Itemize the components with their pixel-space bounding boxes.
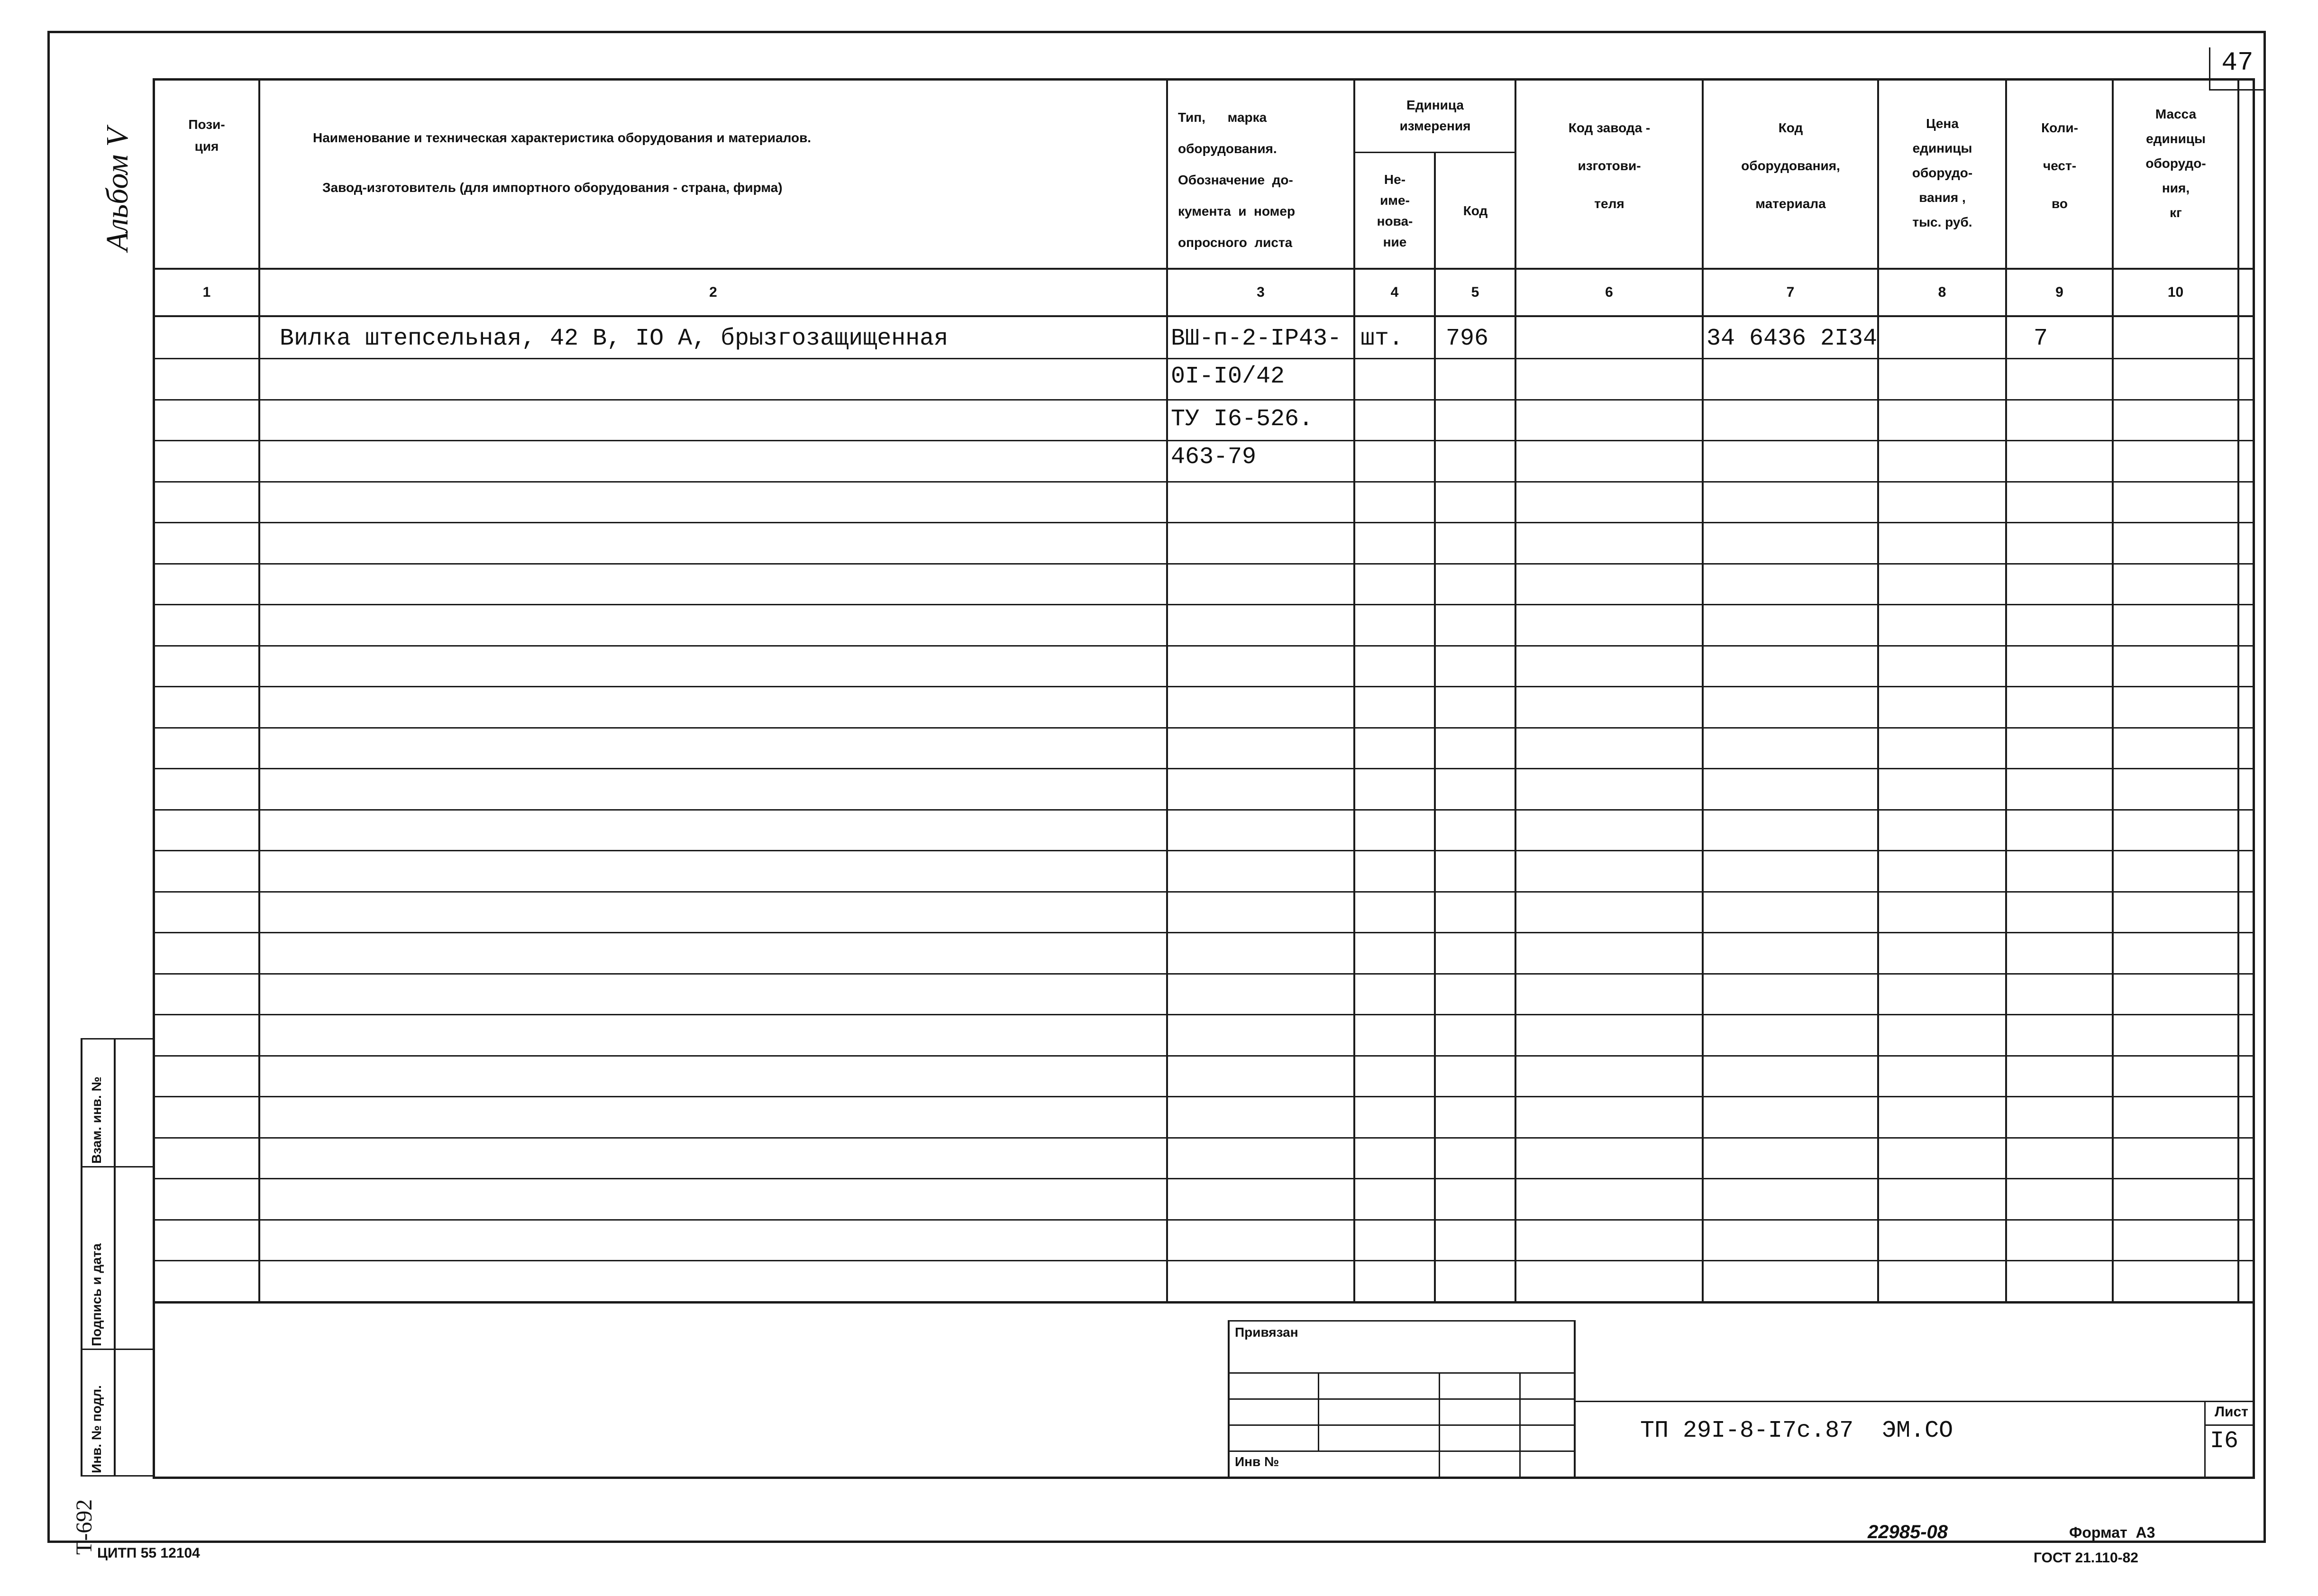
side-stamp-vzam: Взам. инв. № xyxy=(89,1076,104,1164)
col-sep-5 xyxy=(1515,78,1516,1301)
colnum-3: 3 xyxy=(1257,284,1265,300)
album-label: Альбом V xyxy=(100,128,135,251)
table-row-line xyxy=(155,891,2253,893)
stamp-row-3 xyxy=(1228,1424,1576,1426)
header-factory-code: Код завода - изготови- теля xyxy=(1568,120,1651,211)
outer-frame-left xyxy=(47,31,50,1543)
col-sep-6 xyxy=(1702,78,1704,1301)
table-row-line xyxy=(155,1055,2253,1057)
table-row-line xyxy=(155,1096,2253,1097)
col-sep-8 xyxy=(2005,78,2007,1301)
stamp-privyazan: Привязан xyxy=(1235,1325,1298,1340)
table-row-line xyxy=(155,932,2253,933)
side-stamp-inv: Инв. № подл. xyxy=(89,1385,104,1473)
col-sep-4 xyxy=(1434,152,1436,1301)
table-row-line xyxy=(155,1178,2253,1179)
colnum-6: 6 xyxy=(1605,284,1613,300)
sheet-number: I6 xyxy=(2210,1428,2239,1455)
row-2-type: 0I-I0/42 xyxy=(1171,363,1285,390)
table-bottom-inner xyxy=(153,1301,2253,1304)
table-row-line xyxy=(155,604,2253,605)
table-row-line xyxy=(155,645,2253,647)
colnum-2: 2 xyxy=(709,284,717,300)
col-sep-9 xyxy=(2112,78,2114,1301)
row-1-unit-code: 796 xyxy=(1446,325,1489,352)
table-row-line xyxy=(155,1137,2253,1139)
table-row-line xyxy=(155,727,2253,729)
header-unit-code: Код xyxy=(1463,203,1488,218)
colnum-7: 7 xyxy=(1786,284,1795,300)
left-code: Т-692 xyxy=(72,1499,97,1555)
stamp-top xyxy=(1228,1320,1576,1322)
table-row-line xyxy=(155,850,2253,851)
col-sep-3 xyxy=(1353,78,1355,1301)
outer-frame-top xyxy=(47,31,2266,33)
header-unit: Единица измерения xyxy=(1399,98,1471,133)
colnum-8: 8 xyxy=(1938,284,1946,300)
header-position: Пози- ция xyxy=(188,117,225,154)
sheet-box-left xyxy=(2204,1401,2206,1477)
col-sep-1 xyxy=(258,78,260,1301)
row-4-type: 463-79 xyxy=(1171,444,1257,471)
side-stamp-left xyxy=(81,1038,82,1477)
header-name-line2: Завод-изготовитель (для импортного оборудования - страна, фирма) xyxy=(322,180,783,195)
col-sep-10 xyxy=(2237,78,2239,1301)
table-row-line xyxy=(155,481,2253,483)
table-row-line xyxy=(155,973,2253,975)
col-sep-2 xyxy=(1166,78,1168,1301)
stamp-col-1 xyxy=(1318,1372,1319,1450)
designation-top xyxy=(1576,1401,2254,1402)
page-number: 47 xyxy=(2221,47,2254,78)
table-row-line xyxy=(155,686,2253,687)
outer-frame-right xyxy=(2263,31,2266,1543)
row-1-name: Вилка штепсельная, 42 В, IO А, брызгозащищенная xyxy=(280,325,949,352)
stamp-row-1 xyxy=(1228,1372,1576,1374)
row-1-type: ВШ-п-2-IP43- xyxy=(1171,325,1342,352)
colnum-9: 9 xyxy=(2055,284,2063,300)
header-price: Цена единицы оборудо- вания , тыс. руб. xyxy=(1912,116,1973,229)
designation: ТП 29I-8-I7с.87 ЭМ.СО xyxy=(1640,1417,1953,1444)
table-row-line xyxy=(155,522,2253,523)
side-stamp-bottom xyxy=(81,1475,153,1477)
page-number-box-left xyxy=(2209,47,2210,90)
bottom-left-code: ЦИТП 55 12104 xyxy=(97,1545,200,1561)
row-3-type: ТУ I6-526. xyxy=(1171,406,1314,433)
row-1-unit: шт. xyxy=(1360,325,1404,352)
side-stamp-podpis: Подпись и дата xyxy=(89,1243,104,1346)
gost-label: ГОСТ 21.110-82 xyxy=(2034,1550,2138,1566)
table-row-line xyxy=(155,1260,2253,1261)
header-equipment-code: Код оборудования, материала xyxy=(1741,120,1840,211)
stamp-col-2 xyxy=(1439,1372,1440,1477)
row-1-equipment-code: 34 6436 2I34 xyxy=(1707,325,1878,352)
header-mass: Масса единицы оборудо- ния, кг xyxy=(2145,107,2206,220)
row-1-quantity: 7 xyxy=(2034,325,2048,352)
colnum-4: 4 xyxy=(1390,284,1399,300)
colnum-5: 5 xyxy=(1471,284,1479,300)
table-row-line xyxy=(155,809,2253,811)
colnum-1: 1 xyxy=(202,284,211,300)
colnum-bottom-line xyxy=(153,315,2253,317)
format-label: Формат А3 xyxy=(2069,1524,2155,1541)
side-stamp-div-2 xyxy=(81,1349,153,1350)
table-right xyxy=(2253,78,2255,1479)
stamp-row-2 xyxy=(1228,1398,1576,1400)
side-stamp-top xyxy=(81,1038,153,1040)
stamp-inv-no: Инв № xyxy=(1235,1454,1279,1469)
table-bottom xyxy=(153,1477,2254,1479)
header-quantity: Коли- чест- во xyxy=(2041,120,2078,211)
sheet-box-div xyxy=(2204,1424,2254,1426)
table-row-line xyxy=(155,768,2253,769)
header-unit-name: Не- име- нова- ние xyxy=(1377,172,1413,249)
header-type: Тип, марка оборудования. Обозначение до- кумента и номер опросного листа xyxy=(1178,110,1296,250)
colnum-10: 10 xyxy=(2167,284,2184,300)
table-row-line xyxy=(155,1219,2253,1221)
col-sep-7 xyxy=(1877,78,1879,1301)
side-stamp-mid xyxy=(114,1038,116,1477)
table-row-line xyxy=(155,563,2253,565)
stamp-row-4 xyxy=(1228,1450,1576,1452)
table-top xyxy=(153,78,2254,81)
page-number-box-bottom xyxy=(2209,89,2263,91)
unit-header-divider xyxy=(1354,152,1515,153)
side-stamp-div-1 xyxy=(81,1166,153,1167)
sheet-label: Лист xyxy=(2215,1404,2248,1420)
document-number: 22985-08 xyxy=(1868,1522,1948,1542)
header-name-line1: Наименование и техническая характеристика оборудования и материалов. xyxy=(313,130,812,145)
stamp-col-3 xyxy=(1519,1372,1521,1477)
table-row-line xyxy=(155,1014,2253,1015)
